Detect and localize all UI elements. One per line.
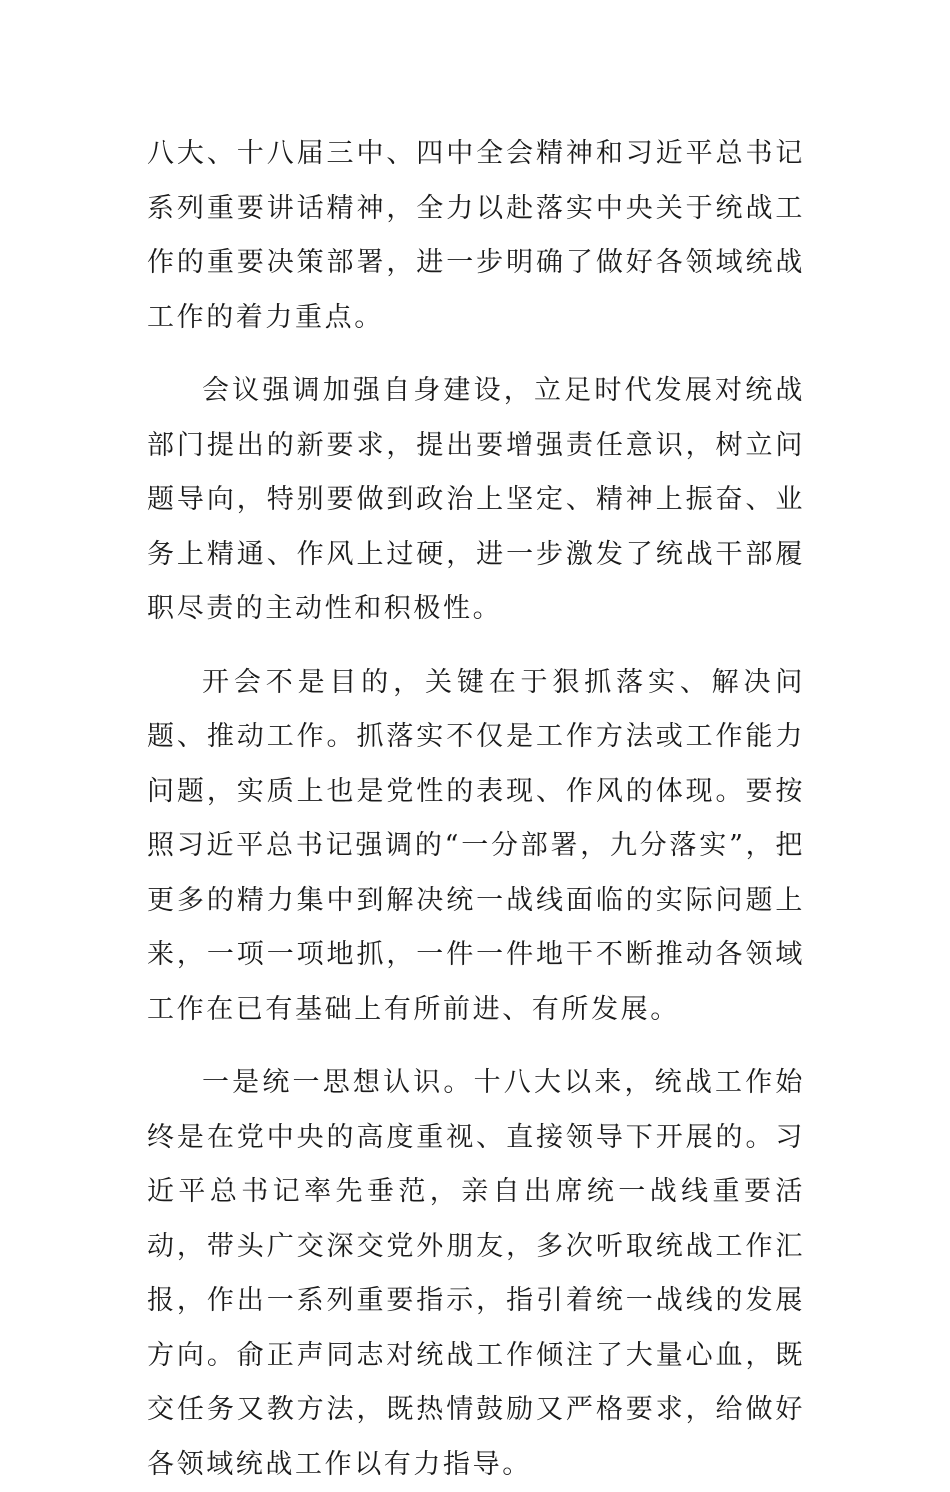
- paragraph-implementation: 开会不是目的，关键在于狠抓落实、解决问题、推动工作。抓落实不仅是工作方法或工作能力问题，实质上也是党性的表现、作风的体现。要按照习近平总书记强调的“一分部署，九分落实”，把更多的精力集中到解决统一战线面临的实际问题上来，一项一项地抓，一件一件地干不断推动各领域工作在已有基础上有所前进、有所发展。: [147, 666, 805, 1025]
- paragraph-self-building: 会议强调加强自身建设，立足时代发展对统战部门提出的新要求，提出要增强责任意识，树立问题导向，特别要做到政治上坚定、精神上振奋、业务上精通、作风上过硬，进一步激发了统战干部履职尽责的主动性和积极性。: [147, 375, 805, 624]
- document-body: [147, 127, 805, 1492]
- paragraph-unify-thinking: 一是统一思想认识。十八大以来，统战工作始终是在党中央的高度重视、直接领导下开展的。习近平总书记率先垂范，亲自出席统一战线重要活动，带头广交深交党外朋友，多次听取统战工作汇报，作出一系列重要指示，指引着统一战线的发展方向。俞正声同志对统战工作倾注了大量心血，既交任务又教方法，既热情鼓励又严格要求，给做好各领域统战工作以有力指导。: [147, 1067, 805, 1480]
- paragraph-continuation: 八大、十八届三中、四中全会精神和习近平总书记系列重要讲话精神，全力以赴落实中央关于统战工作的重要决策部署，进一步明确了做好各领域统战工作的着力重点。: [147, 138, 805, 333]
